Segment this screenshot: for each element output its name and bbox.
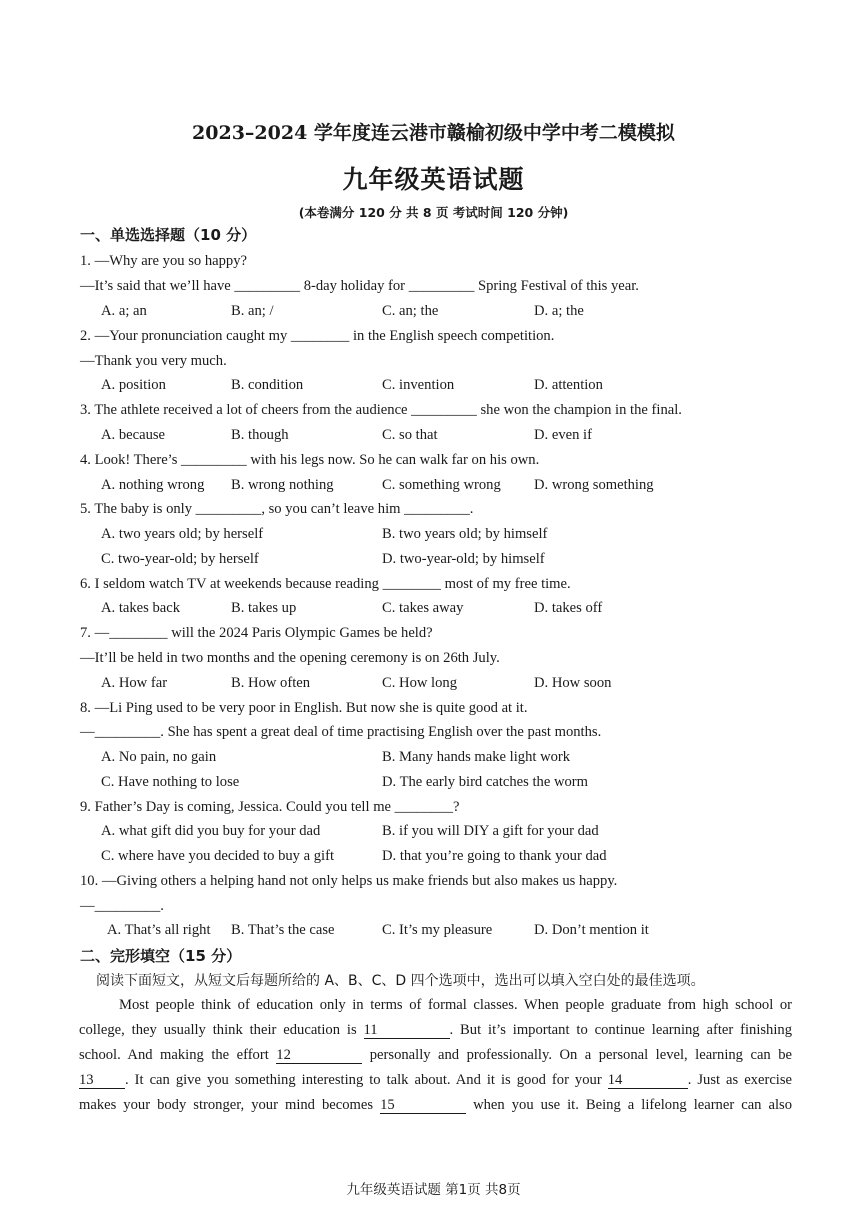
q8-option-a: A. No pain, no gain xyxy=(101,749,217,765)
passage-text: school. And making the effort xyxy=(79,1047,277,1063)
q8-option-b: B. Many hands make light work xyxy=(382,749,571,765)
q8-reply: —_________. She has spent a great deal of time practising English over the past months. xyxy=(80,724,602,740)
q10-option-d: D. Don’t mention it xyxy=(534,922,649,938)
q7-option-a: A. How far xyxy=(101,675,168,691)
exam-subtitle: 九年级英语试题 xyxy=(342,165,525,194)
passage-text: college, they usually think their education is xyxy=(79,1022,364,1038)
q1-option-a: A. a; an xyxy=(101,303,147,319)
q2-option-b: B. condition xyxy=(231,377,304,393)
passage-line-3 xyxy=(79,1046,792,1064)
q9-stem: 9. Father’s Day is coming, Jessica. Could you tell me ________? xyxy=(80,799,460,815)
q4-stem: 4. Look! There’s _________ with his legs now. So he can walk far on his own. xyxy=(80,452,540,468)
q9-option-c: C. where have you decided to buy a gift xyxy=(101,848,335,864)
q8-stem: 8. —Li Ping used to be very poor in English. But now she is quite good at it. xyxy=(80,700,528,716)
q4-option-c: C. something wrong xyxy=(382,477,501,493)
q2-reply: —Thank you very much. xyxy=(80,353,227,369)
section2-heading: 二、完形填空（15 分） xyxy=(80,947,242,965)
q6-option-d: D. takes off xyxy=(534,600,603,616)
exam-info: (本卷满分 120 分 共 8 页 考试时间 120 分钟) xyxy=(298,205,569,220)
section1-heading: 一、单选选择题（10 分） xyxy=(80,226,257,244)
passage-text: when you use it. Being a lifelong learner can also xyxy=(466,1097,792,1113)
q6-option-c: C. takes away xyxy=(382,600,464,616)
q6-option-a: A. takes back xyxy=(101,600,181,616)
blank-13: 13 xyxy=(79,1073,125,1089)
q8-option-d: D. The early bird catches the worm xyxy=(382,774,588,790)
passage-line-4 xyxy=(79,1071,792,1089)
q5-option-d: D. two-year-old; by himself xyxy=(382,551,545,567)
passage-text: personally and professionally. On a personal level, learning can be xyxy=(362,1047,792,1063)
q4-option-d: D. wrong something xyxy=(534,477,654,493)
q3-option-d: D. even if xyxy=(534,427,592,443)
q5-option-a: A. two years old; by herself xyxy=(101,526,264,542)
q2-stem: 2. —Your pronunciation caught my ________ in the English speech competition. xyxy=(80,328,555,344)
q5-stem: 5. The baby is only _________, so you can’t leave him _________. xyxy=(80,501,474,517)
q10-stem: 10. —Giving others a helping hand not only helps us make friends but also makes us happy. xyxy=(80,873,618,889)
blank-12: 12 xyxy=(276,1048,362,1064)
q4-option-b: B. wrong nothing xyxy=(231,477,334,493)
passage-line-5 xyxy=(79,1096,792,1114)
q7-option-c: C. How long xyxy=(382,675,457,691)
q5-option-b: B. two years old; by himself xyxy=(382,526,548,542)
q1-option-b: B. an; / xyxy=(231,303,274,319)
blank-14: 14 xyxy=(608,1073,688,1089)
exam-title: 2023–2024 学年度连云港市赣榆初级中学中考二模模拟 xyxy=(192,122,675,144)
q8-option-c: C. Have nothing to lose xyxy=(101,774,240,790)
page-footer: 九年级英语试题 第1页 共8页 xyxy=(346,1182,521,1198)
q1-option-c: C. an; the xyxy=(382,303,439,319)
q2-option-c: C. invention xyxy=(382,377,455,393)
passage-text: makes your body stronger, your mind becomes xyxy=(79,1097,381,1113)
blank-15: 15 xyxy=(380,1098,466,1114)
passage-text: . But it’s important to continue learning after finishing xyxy=(449,1022,793,1038)
passage-text: . It can give you something interesting to talk about. And it is good for your xyxy=(125,1072,608,1088)
q3-option-c: C. so that xyxy=(382,427,438,443)
q9-option-b: B. if you will DIY a gift for your dad xyxy=(382,823,599,839)
q10-option-b: B. That’s the case xyxy=(231,922,335,938)
q7-reply: —It’ll be held in two months and the opening ceremony is on 26th July. xyxy=(80,650,500,666)
section2-instruction: 阅读下面短文，从短文后每题所给的 A、B、C、D 四个选项中，选出可以填入空白处的最佳选项。 xyxy=(96,973,705,989)
q6-stem: 6. I seldom watch TV at weekends because reading ________ most of my free time. xyxy=(80,576,571,592)
q9-option-d: D. that you’re going to thank your dad xyxy=(382,848,607,864)
q1-stem: 1. —Why are you so happy? xyxy=(80,253,247,269)
q7-option-d: D. How soon xyxy=(534,675,612,691)
q1-reply: —It’s said that we’ll have _________ 8-day holiday for _________ Spring Festival of this year. xyxy=(80,278,639,294)
passage-line-2 xyxy=(79,1021,792,1039)
q1-option-d: D. a; the xyxy=(534,303,584,319)
q10-option-a: A. That’s all right xyxy=(107,922,211,938)
q3-stem: 3. The athlete received a lot of cheers from the audience _________ she won the champion in the final. xyxy=(80,402,682,418)
q3-option-a: A. because xyxy=(101,427,166,443)
q3-option-b: B. though xyxy=(231,427,289,443)
passage-text: . Just as exercise xyxy=(687,1072,793,1088)
q9-option-a: A. what gift did you buy for your dad xyxy=(101,823,321,839)
q7-stem: 7. —________ will the 2024 Paris Olympic Games be held? xyxy=(80,625,433,641)
q7-option-b: B. How often xyxy=(231,675,311,691)
q2-option-d: D. attention xyxy=(534,377,603,393)
passage-text: Most people think of education only in terms of formal classes. When people graduate from high school or xyxy=(119,997,792,1013)
q6-option-b: B. takes up xyxy=(231,600,297,616)
q10-option-c: C. It’s my pleasure xyxy=(382,922,493,938)
blank-11: 11 xyxy=(364,1023,450,1039)
q4-option-a: A. nothing wrong xyxy=(101,477,205,493)
q10-reply: —_________. xyxy=(80,898,164,914)
q2-option-a: A. position xyxy=(101,377,166,393)
passage-line-1 xyxy=(119,996,792,1014)
q5-option-c: C. two-year-old; by herself xyxy=(101,551,259,567)
